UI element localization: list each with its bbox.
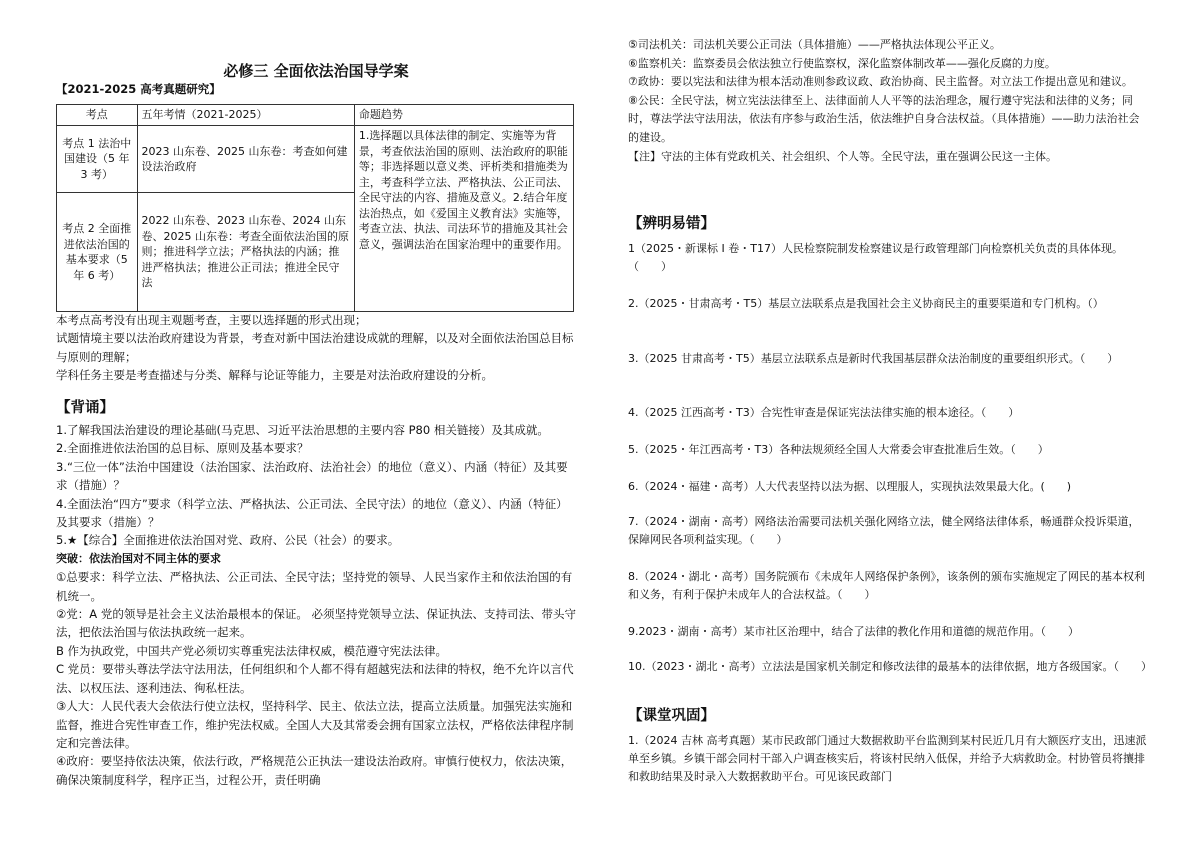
subject-requirement: C 党员：要带头尊法学法守法用法，任何组织和个人都不得有超越宪法和法律的特权，绝不允许以言代法、以权压法、逐利违法、徇私枉法。 [56,662,574,695]
table-cell-point: 考点 1 法治中国建设（5 年 3 考） [57,126,138,193]
judge-item: 4.（2025 江西高考・T3）合宪性审查是保证宪法法律实施的根本途径。（ ） [628,406,1020,419]
table-row [57,126,574,193]
recite-item: 5.★【综合】全面推进依法治国对党、政府、公民（社会）的要求。 [56,533,400,548]
judge-heading: 【辨明易错】 [628,216,715,232]
subject-requirement: ⑦政协：要以宪法和法律为根本活动准则参政议政、政治协商、民主监督。对立法工作提出意见和建议。 [628,75,1133,89]
table-cell-exams: 2023 山东卷、2025 山东卷：考查如何建设法治政府 [137,126,354,193]
table-cell-exams: 2022 山东卷、2023 山东卷、2024 山东卷、2025 山东卷：考查全面依法治国的原则；推进科学立法；严格执法的内涵；推进严格执法；推进公正司法；推进全民守法 [137,193,354,312]
table-header: 五年考情（2021-2025） [137,105,354,126]
table-header-row [57,105,574,126]
recite-list [56,421,576,789]
subject-requirement: ⑥监察机关：监察委员会依法独立行使监察权，深化监察体制改革——强化反腐的力度。 [628,56,1056,70]
recite-item: 2.全面推进依法治国的总目标、原则及基本要求？ [56,441,309,456]
table-header: 考点 [57,105,138,126]
judge-item: 5.（2025・年江西高考・T3）各种法规须经全国人大常委会审查批准后生效。（ ） [628,443,1049,456]
judge-item: 1（2025・新课标 I 卷・T17）人民检察院制发检察建议是行政管理部门向检察机关负责的具体体现。（ ） [628,242,1123,273]
exam-table [56,104,574,312]
page-title: 必修三 全面依法治国导学案 [223,62,409,80]
subject-requirements-continued [628,36,1148,166]
table-header: 命题趋势 [354,105,573,126]
judge-item: 9.2023・湖南・高考）某市社区治理中，结合了法律的教化作用和道德的规范作用。（ ） [628,625,1079,638]
subject-requirement: ③人大：人民代表大会依法行使立法权，坚持科学、民主、依法立法，提高立法质量。加强宪法实施和监督，推进合宪性审查工作，维护宪法权威。全国人大及其常委会拥有国家立法权，严格依法律程序制定和完善法律。 [56,699,574,750]
subject-requirement: ②党：A 党的领导是社会主义法治最根本的保证。 必须坚持党领导立法、保证执法、支持司法、带头守法，把依法治国与依法执政统一起来。 [56,607,576,640]
consolidate-heading: 【课堂巩固】 [628,708,715,724]
table-cell-trend: 1.选择题以具体法律的制定、实施等为背景，考查依法治国的原则、法治政府的职能等；非选择题以意义类、评析类和措施类为主，考查科学立法、严格执法、公正司法、全民守法的内容、措施及意义。2.结合年度法治热点，如《爱国主义教育法》实施等，考查立法、执法、司法环节的措施及其社会意义，强调法治在国家治理中的重要作用。 [354,126,573,312]
subject-requirement: ⑤司法机关：司法机关要公正司法（具体措施）——严格执法体现公平正义。 [628,38,1001,51]
exam-notes [56,311,576,385]
note-line: 【注】守法的主体有党政机关、社会组织、个人等。全民守法，重在强调公民这一主体。 [628,149,1057,163]
table-cell-point: 考点 2 全面推进依法治国的基本要求（5 年 6 考） [57,193,138,312]
recite-heading: 【背诵】 [56,400,114,416]
subject-requirement: ④政府：要坚持依法决策，依法行政，严格规范公正执法一建设法治政府。审慎行使权力，依法决策，确保决策制度科学，程序正当，过程公开，责任明确 [56,754,573,787]
recite-item: 1.了解我国法治建设的理论基础(马克思、习近平法治思想的主要内容 P80 相关链接）及其成就。 [56,423,549,437]
subject-requirement: B 作为执政党，中国共产党必须切实尊重宪法法律权威，模范遵守宪法法律。 [56,643,448,658]
judge-item: 6.（2024・福建・高考）人大代表坚持以法为据、以理服人，实现执法效果最大化。( ) [628,480,1072,493]
judge-item: 8.（2024・湖北・高考）国务院颁布《未成年人网络保护条例》，该条例的颁布实施规定了网民的基本权利和义务，有利于保护未成年人的合法权益。（ ） [628,570,1145,601]
consolidate-question: 1.（2024 吉林 高考真题）某市民政部门通过大数据救助平台监测到某村民近几月有大额医疗支出，迅速派单至乡镇。乡镇干部会同村干部入户调查核实后，将该村民纳入低保，并给予大病救助金。村协管员将攘排和救助结果及时录入大数据救助平台。可见该民政部门 [628,734,1147,783]
exam-research-heading: 【2021-2025 高考真题研究】 [56,82,221,96]
judge-item: 7.（2024・湖南・高考）网络法治需要司法机关强化网络立法，健全网络法律体系，畅通群众投诉渠道，保障网民各项利益实现。（ ） [628,515,1140,546]
judge-item: 10.（2023・湖北・高考）立法法是国家机关制定和修改法律的最基本的法律依据，地方各级国家。（ ） [628,660,1152,673]
judge-item: 3.（2025 甘肃高考・T5）基层立法联系点是新时代我国基层群众法治制度的重要组织形式。（ ） [628,352,1119,365]
note-line: 学科任务主要是考查描述与分类、解释与论证等能力，主要是对法治政府建设的分析。 [56,368,493,383]
note-line: 试题情境主要以法治政府建设为背景，考查对新中国法治建设成就的理解，以及对全面依法治国总目标与原则的理解； [56,331,574,364]
judge-item: 2.（2025・甘肃高考・T5）基层立法联系点是我国社会主义协商民主的重要渠道和专门机构。（） [628,297,1104,310]
subject-requirement: ①总要求：科学立法、严格执法、公正司法、全民守法；坚持党的领导、人民当家作主和依法治国的有机统一。 [56,570,573,603]
subject-requirement: ⑧公民：全民守法，树立宪法法律至上、法律面前人人平等的法治理念，履行遵守宪法和法律的义务；同时，尊法学法守法用法，依法有序参与政治生活，依法维护自身合法权益。（具体措施）——助力法治社会的建设。 [628,93,1140,144]
recite-item: 3.“三位一体”法治中国建设（法治国家、法治政府、法治社会）的地位（意义）、内涵（特征）及其要求（措施）？ [56,459,568,493]
recite-item: 4.全面法治“四方”要求（科学立法、严格执法、公正司法、全民守法）的地位（意义）、内涵（特征）及其要求（措施）？ [56,496,568,530]
breakthrough-heading: 突破：依法治国对不同主体的要求 [56,551,221,565]
note-line: 本考点高考没有出现主观题考查，主要以选择题的形式出现； [56,313,367,327]
